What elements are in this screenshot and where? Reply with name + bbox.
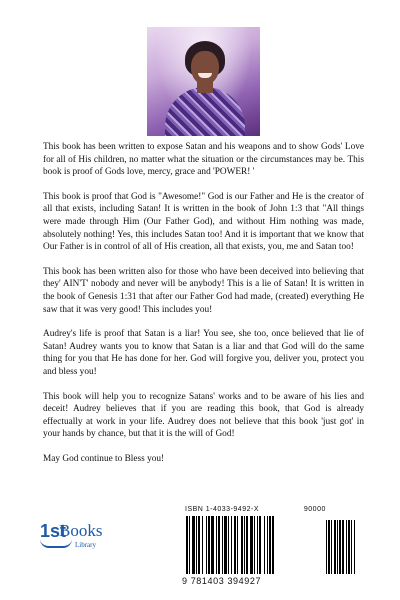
blurb-paragraph: This book is proof that God is "Awesome!" God is our Father and He is the creator of all that exists, including Satan! It is written in the book of John 1:3 that "All things were made through Him (Our Father God), and without Him nothing was made, absolutely nothing! Yes, this includes Satan too! And it is important that we know that Our Father is in control of all of His creation, all that exists, you, me and Satan too!	[43, 191, 364, 253]
publisher-logo-sub: Library	[75, 541, 96, 549]
publisher-logo-brand: Books	[59, 521, 103, 540]
isbn-price-code: 90000	[303, 506, 326, 513]
isbn-label	[185, 506, 326, 513]
publisher-logo	[40, 521, 103, 559]
blurb-paragraph: May God continue to Bless you!	[43, 453, 165, 464]
publisher-logo-num: 1st	[40, 521, 67, 541]
barcode-icon	[186, 516, 371, 576]
blurb-paragraph: This book has been written to expose Satan and his weapons and to show Gods' Love for all of His children, no matter what the situation or the circumstances may be. This book is proof of Gods love, mercy, grace and 'POWER! '	[43, 142, 364, 178]
blurb-paragraph: This book will help you to recognize Satans' works and to be aware of his lies and deceit! Audrey believes that if you are reading this book, that God is already effectually at work in your life. Audrey does not believe that this book 'just got' in your hands by chance, but that it is the will of God!	[43, 391, 364, 440]
swoosh-icon	[40, 539, 72, 548]
back-cover-blurb	[43, 141, 364, 477]
blurb-paragraph: This book has been written also for those who have been deceived into believing that they' AIN'T' nobody and never will be anybody! This is a lie of Satan! It is written in the book of Genesis 1:31 that after our Father God had made, (created) everything He saw that it was very good! This includes you!	[43, 266, 364, 315]
barcode-number: 9 781403 394927	[182, 576, 262, 586]
isbn-number: ISBN 1-4033-9492-X	[185, 506, 259, 513]
author-photo	[147, 27, 260, 136]
blurb-paragraph: Audrey's life is proof that Satan is a liar! You see, she too, once believed that lie of Satan! Audrey wants you to know that Satan is a liar and that God will do the same thing for you that He has done for her. God will forgive you, deliver you, protect you and bless you!	[43, 329, 364, 377]
